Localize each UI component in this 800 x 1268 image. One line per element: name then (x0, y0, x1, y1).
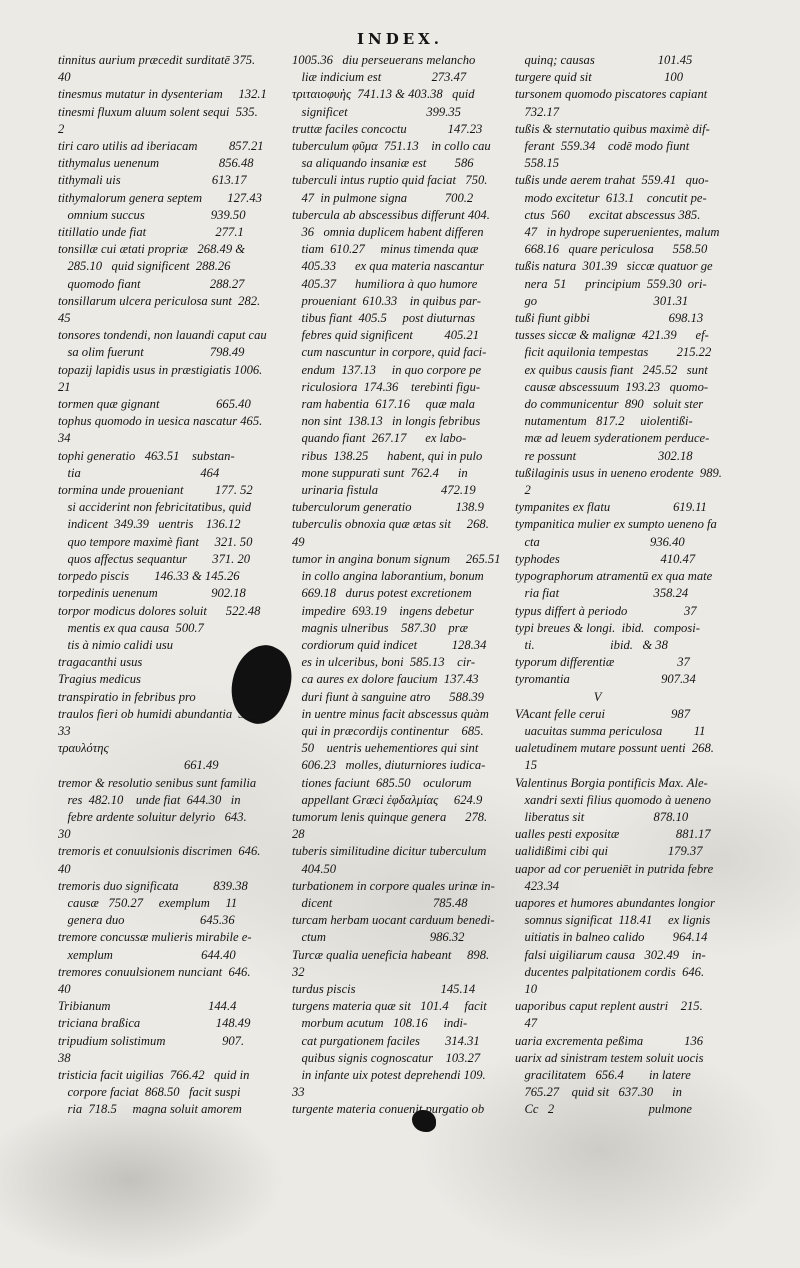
index-entry-line: appellant Græci ἐφδαλμίας 624.9 (292, 792, 483, 807)
index-entry-line: ex quibus causis fiant 245.52 sunt (515, 362, 708, 377)
index-entry-line: uapores et humores abundantes longior (515, 895, 715, 910)
index-entry-line: 21 (58, 379, 71, 394)
index-entry-line: nera 51 principium 559.30 ori- (515, 276, 707, 291)
index-entry-line: Turcæ qualia ueneficia habeant 898. (292, 947, 490, 962)
index-entry-line: ualidißimi cibi qui 179.37 (515, 844, 703, 859)
index-entry-line: ria fiat 358.24 (515, 586, 689, 601)
index-entry-line: uaporibus caput replent austri 215. (515, 999, 703, 1014)
index-entry-line: sa aliquando insaniæ est 586 (292, 156, 474, 171)
index-entry-line: Valentinus Borgia pontificis Max. Ale- (515, 775, 708, 790)
index-entry-line: cordiorum quid indicet 128.34 (292, 637, 487, 652)
index-entry-line: typorum differentiæ 37 (515, 655, 690, 670)
index-entry-line: tragacanthi usus (58, 655, 143, 670)
index-column-1 (58, 52, 290, 1119)
index-entry-line: do communicentur 890 soluit ster (515, 397, 704, 412)
index-entry-line: typi breues & longi. ibid. composi- (515, 620, 700, 635)
index-entry-line: Cc 2 pulmone (515, 1102, 693, 1117)
index-entry-line: tyromantia 907.34 (515, 672, 696, 687)
index-entry-line: 34 (58, 431, 71, 446)
index-entry-line: turgere quid sit 100 (515, 70, 684, 85)
index-entry-line: ram habentia 617.16 quæ mala (292, 397, 475, 412)
index-entry-line: tibus fiant 405.5 post diuturnas (292, 311, 475, 326)
index-entry-line: 661.49 (58, 758, 219, 773)
index-entry-line: tiri caro utilis ad iberiacam 857.21 (58, 139, 264, 154)
index-entry-line: non sint 138.13 in longis febribus (292, 414, 481, 429)
index-entry-line: 2 (515, 483, 531, 498)
index-entry-line: in uentre minus facit abscessus quàm (292, 706, 489, 721)
index-entry-line: uitiatis in balneo calido 964.14 (515, 930, 708, 945)
index-entry-line: ria 718.5 magna soluit amorem (58, 1102, 242, 1117)
index-entry-line: quibus signis cognoscatur 103.27 (292, 1050, 481, 1065)
index-entry-line: tuberculi intus ruptio quid faciat 750. (292, 173, 488, 188)
index-entry-line: ribus 138.25 habent, qui in pulo (292, 448, 483, 463)
index-entry-line: tremores conuulsionem nunciant 646. (58, 964, 251, 979)
index-entry-line: typographorum atramentū ex qua mate (515, 569, 713, 584)
index-entry-line: tremore concussæ mulieris mirabile e- (58, 930, 252, 945)
index-entry-line: tremoris duo significata 839.38 (58, 878, 248, 893)
index-entry-line: xemplum 644.40 (58, 947, 236, 962)
index-entry-line: tinnitus aurium præcedit surditatē 375. (58, 53, 256, 67)
index-entry-line: sa olim fuerunt 798.49 (58, 345, 245, 360)
index-entry-line: es in ulceribus, boni 585.13 cir- (292, 655, 476, 670)
index-entry-line: ducentes palpitationem cordis 646. (515, 964, 705, 979)
index-entry-line: uapor ad cor perueniēt in putrida febre (515, 861, 714, 876)
index-entry-line: ualetudinem mutare possunt uenti 268. (515, 741, 714, 756)
index-entry-line: mone suppurati sunt 762.4 in (292, 465, 468, 480)
index-entry-line: 606.23 molles, diuturniores iudica- (292, 758, 486, 773)
index-entry-line: tußis unde aerem trahat 559.41 quo- (515, 173, 709, 188)
index-entry-line: 669.18 durus potest excretionem (292, 586, 472, 601)
index-entry-line: liberatus sit 878.10 (515, 809, 689, 824)
index-entry-line: nutamentum 817.2 uiolentißi- (515, 414, 693, 429)
index-entry-line: 28 (292, 827, 305, 842)
index-entry-line: 33 (292, 1085, 305, 1100)
index-entry-line: uarix ad sinistram testem soluit uocis (515, 1050, 704, 1065)
index-column-2 (292, 52, 512, 1119)
index-entry-line: typhodes 410.47 (515, 551, 696, 566)
index-entry-line: 40 (58, 70, 71, 85)
index-entry-line: torpedinis uenenum 902.18 (58, 586, 246, 601)
index-entry-line: 2 (58, 121, 65, 136)
index-entry-line: 36 omnia duplicem habent differen (292, 225, 484, 240)
index-entry-line: ferant 559.34 codē modo fiunt (515, 139, 690, 154)
index-entry-line: triciana braßica 148.49 (58, 1016, 251, 1031)
index-entry-line: impedire 693.19 ingens debetur (292, 603, 474, 618)
index-entry-line: tonsores tondendi, non lauandi caput cau (58, 328, 267, 343)
index-entry-line: ctus 560 excitat abscessus 385. (515, 207, 701, 222)
index-entry-line: quos affectus sequantur 371. 20 (58, 551, 251, 566)
index-entry-line: mæ ad leuem syderationem perduce- (515, 431, 710, 446)
index-entry-line: magnis ulneribus 587.30 præ (292, 620, 468, 635)
index-entry-line: τριταιοφυὴς 741.13 & 403.38 quid (292, 87, 475, 102)
index-entry-line: causæ 750.27 exemplum 11 (58, 895, 238, 910)
index-entry-line: ficit aquilonia tempestas 215.22 (515, 345, 712, 360)
index-entry-line: mentis ex qua causa 500.7 (58, 620, 204, 635)
index-entry-line: tripudium solistimum 907. (58, 1033, 245, 1048)
index-entry-line: topazij lapidis usus in præstigiatis 1006. (58, 362, 263, 377)
index-entry-line: tympanitica mulier ex sumpto ueneno fa (515, 517, 717, 532)
index-entry-line: 40 (58, 861, 71, 876)
index-entry-line: ti. ibid. & 38 (515, 637, 668, 652)
index-entry-line: cta 936.40 (515, 534, 685, 549)
index-entry-line: 405.37 humiliora à quo humore (292, 276, 478, 291)
index-entry-line: tithymalus uenenum 856.48 (58, 156, 254, 171)
index-entry-line: tursonem quomodo piscatores capiant (515, 87, 708, 102)
index-entry-line: 47 (515, 1016, 538, 1031)
index-entry-line: tubercula ab abscessibus differunt 404. (292, 207, 490, 222)
index-entry-line: VAcant felle cerui 987 (515, 706, 690, 721)
index-entry-line: tuberculum φῦμα 751.13 in collo cau (292, 139, 491, 154)
index-entry-line: febres quid significent 405.21 (292, 328, 480, 343)
index-entry-line: significet 399.35 (292, 104, 461, 119)
index-entry-line: 50 uentris uehementiores qui sint (292, 741, 479, 756)
index-entry-line: ca aures ex dolore faucium 137.43 (292, 672, 479, 687)
index-entry-line: turbationem in corpore quales urinæ in- (292, 878, 495, 893)
index-entry-line: Tribianum 144.4 (58, 999, 237, 1014)
index-entry-line: tristicia facit uigilias 766.42 quid in (58, 1067, 250, 1082)
index-entry-line: tophus quomodo in uesica nascatur 465. (58, 414, 263, 429)
index-entry-line: causæ abscessuum 193.23 quomo- (515, 379, 709, 394)
index-entry-line: morbum acutum 108.16 indi- (292, 1016, 468, 1031)
index-entry-line: turgens materia quæ sit 101.4 facit (292, 999, 487, 1014)
index-entry-line: tußis natura 301.39 siccæ quatuor ge (515, 259, 713, 274)
index-entry-line: 47 in pulmone signa 700.2 (292, 190, 474, 205)
index-entry-line: tumorum lenis quinque genera 278. (292, 809, 488, 824)
index-entry-line: titillatio unde fiat 277.1 (58, 225, 244, 240)
index-entry-line: 404.50 (292, 861, 337, 876)
index-entry-line: quomodo fiant 288.27 (58, 276, 245, 291)
index-entry-line: re possunt 302.18 (515, 448, 693, 463)
index-entry-line: tithymalorum genera septem 127.43 (58, 190, 262, 205)
index-entry-line: urinaria fistula 472.19 (292, 483, 476, 498)
index-entry-line: tumor in angina bonum signum 265.51 (292, 551, 501, 566)
index-entry-line: turcam herbam uocant carduum benedi- (292, 913, 495, 928)
index-entry-line: tinesmi fluxum aluum solent sequi 535. (58, 104, 258, 119)
index-entry-line: quo tempore maximè fiant 321. 50 (58, 534, 253, 549)
index-entry-line: corpore faciat 868.50 facit suspi (58, 1085, 241, 1100)
index-entry-line: 285.10 quid significent 288.26 (58, 259, 231, 274)
index-entry-line: traulos fieri ob humidi abundantia 362. (58, 706, 261, 721)
index-entry-line: genera duo 645.36 (58, 913, 235, 928)
index-entry-line: gracilitatem 656.4 in latere (515, 1067, 691, 1082)
index-entry-line: in infante uix potest deprehendi 109. (292, 1067, 486, 1082)
index-entry-line: quando fiant 267.17 ex labo- (292, 431, 467, 446)
index-entry-line: transpiratio in febribus pro (58, 689, 196, 704)
index-entry-line: febre ardente soluitur delyrio 643. (58, 809, 247, 824)
index-entry-line: tonsillarum ulcera periculosa sunt 282. (58, 293, 261, 308)
index-entry-line: uacuitas summa periculosa 11 (515, 723, 706, 738)
index-column-3 (515, 52, 745, 1119)
index-entry-line: tuberculis obnoxia quæ ætas sit 268. (292, 517, 489, 532)
index-entry-line: tympanites ex flatu 619.11 (515, 500, 707, 515)
index-entry-line: 558.15 (515, 156, 560, 171)
index-entry-line: tremor & resolutio senibus sunt familia (58, 775, 257, 790)
index-entry-line: 10 (515, 981, 538, 996)
index-entry-line: 30 (58, 827, 71, 842)
index-entry-line: 405.33 ex qua materia nascantur (292, 259, 485, 274)
index-entry-line: 1005.36 diu perseuerans melancho (292, 53, 476, 67)
index-entry-line: τραυλότης (58, 741, 109, 756)
index-entry-line: 423.34 (515, 878, 560, 893)
index-entry-line: V (515, 689, 602, 704)
index-entry-line: si acciderint non febricitatibus, quid (58, 500, 252, 515)
index-entry-line: turgente materia conuenit purgatio ob (292, 1102, 485, 1117)
index-entry-line: xandri sexti filius quomodo à ueneno (515, 792, 711, 807)
index-entry-line: res 482.10 unde fiat 644.30 in (58, 792, 241, 807)
index-entry-line: tonsillæ cui ætati propriæ 268.49 & (58, 242, 246, 257)
index-entry-line: 765.27 quid sit 637.30 in (515, 1085, 682, 1100)
index-entry-line: omnium succus 939.50 (58, 207, 246, 222)
index-entry-line: truttæ faciles concoctu 147.23 (292, 121, 483, 136)
index-entry-line: tuberculorum generatio 138.9 (292, 500, 484, 515)
index-entry-line: 40 (58, 981, 71, 996)
index-entry-line: tinesmus mutatur in dysenteriam 132.1 (58, 87, 267, 102)
index-entry-line: cum nascuntur in corpore, quid faci- (292, 345, 487, 360)
index-entry-line: 45 (58, 311, 71, 326)
index-entry-line: liæ indicium est 273.47 (292, 70, 467, 85)
index-entry-line: somnus significat 118.41 ex lignis (515, 913, 711, 928)
index-entry-line: tußis & sternutatio quibus maximè dif- (515, 121, 710, 136)
index-entry-line: turdus piscis 145.14 (292, 981, 476, 996)
index-entry-line: tiam 610.27 minus timenda quæ (292, 242, 479, 257)
index-entry-line: ualles pesti expositæ 881.17 (515, 827, 711, 842)
index-entry-line: tithymali uis 613.17 (58, 173, 247, 188)
index-entry-line: Tragius medicus (58, 672, 141, 687)
index-entry-line: ctum 986.32 (292, 930, 465, 945)
index-entry-line: go 301.31 (515, 293, 689, 308)
index-entry-line: modo excitetur 613.1 concutit pe- (515, 190, 707, 205)
index-entry-line: in collo angina laborantium, bonum (292, 569, 484, 584)
index-entry-line: tormina unde proueniant 177. 52 (58, 483, 253, 498)
index-entry-line: quinq; causas 101.45 (515, 53, 693, 67)
index-entry-line: tormen quæ gignant 665.40 (58, 397, 251, 412)
index-entry-line: 49 (292, 534, 305, 549)
index-entry-line: tis à nimio calidi usu (58, 637, 174, 652)
index-entry-line: endum 137.13 in quo corpore pe (292, 362, 482, 377)
index-entry-line: torpedo piscis 146.33 & 145.26 (58, 569, 240, 584)
index-entry-line: indicent 349.39 uentris 136.12 (58, 517, 241, 532)
index-entry-line: tußi fiunt gibbi 698.13 (515, 311, 704, 326)
index-entry-line: proueniant 610.33 in quibus par- (292, 293, 481, 308)
index-entry-line: 15 (515, 758, 538, 773)
index-entry-line: cat purgationem faciles 314.31 (292, 1033, 480, 1048)
index-entry-line: 732.17 (515, 104, 560, 119)
index-entry-line: duri fiunt à sanguine atro 588.39 (292, 689, 484, 704)
page-header: INDEX. (356, 30, 444, 48)
index-entry-line: 668.16 quare periculosa 558.50 (515, 242, 708, 257)
index-entry-line: 47 in hydrope superuenientes, malum (515, 225, 720, 240)
index-entry-line: falsi uigiliarum causa 302.49 in- (515, 947, 706, 962)
index-entry-line: tuberis similitudine dicitur tuberculum (292, 844, 487, 859)
index-entry-line: 38 (58, 1050, 71, 1065)
index-entry-line: 32 (292, 964, 305, 979)
index-entry-line: uaria excrementa peßima 136 (515, 1033, 704, 1048)
index-entry-line: tremoris et conuulsionis discrimen 646. (58, 844, 261, 859)
index-entry-line: riculosiora 174.36 terebinti figu- (292, 379, 481, 394)
index-entry-line: 33 (58, 723, 71, 738)
index-entry-line: tusses siccæ & malignæ 421.39 ef- (515, 328, 709, 343)
index-entry-line: qui in præcordijs continentur 685. (292, 723, 484, 738)
index-entry-line: dicent 785.48 (292, 895, 468, 910)
index-entry-line: tiones faciunt 685.50 oculorum (292, 775, 472, 790)
index-entry-line: tophi generatio 463.51 substan- (58, 448, 235, 463)
index-entry-line: tia 464 (58, 465, 220, 480)
index-entry-line: torpor modicus dolores soluit 522.48 (58, 603, 261, 618)
index-entry-line: typus differt à periodo 37 (515, 603, 697, 618)
index-entry-line: tußilaginis usus in ueneno erodente 989. (515, 465, 722, 480)
